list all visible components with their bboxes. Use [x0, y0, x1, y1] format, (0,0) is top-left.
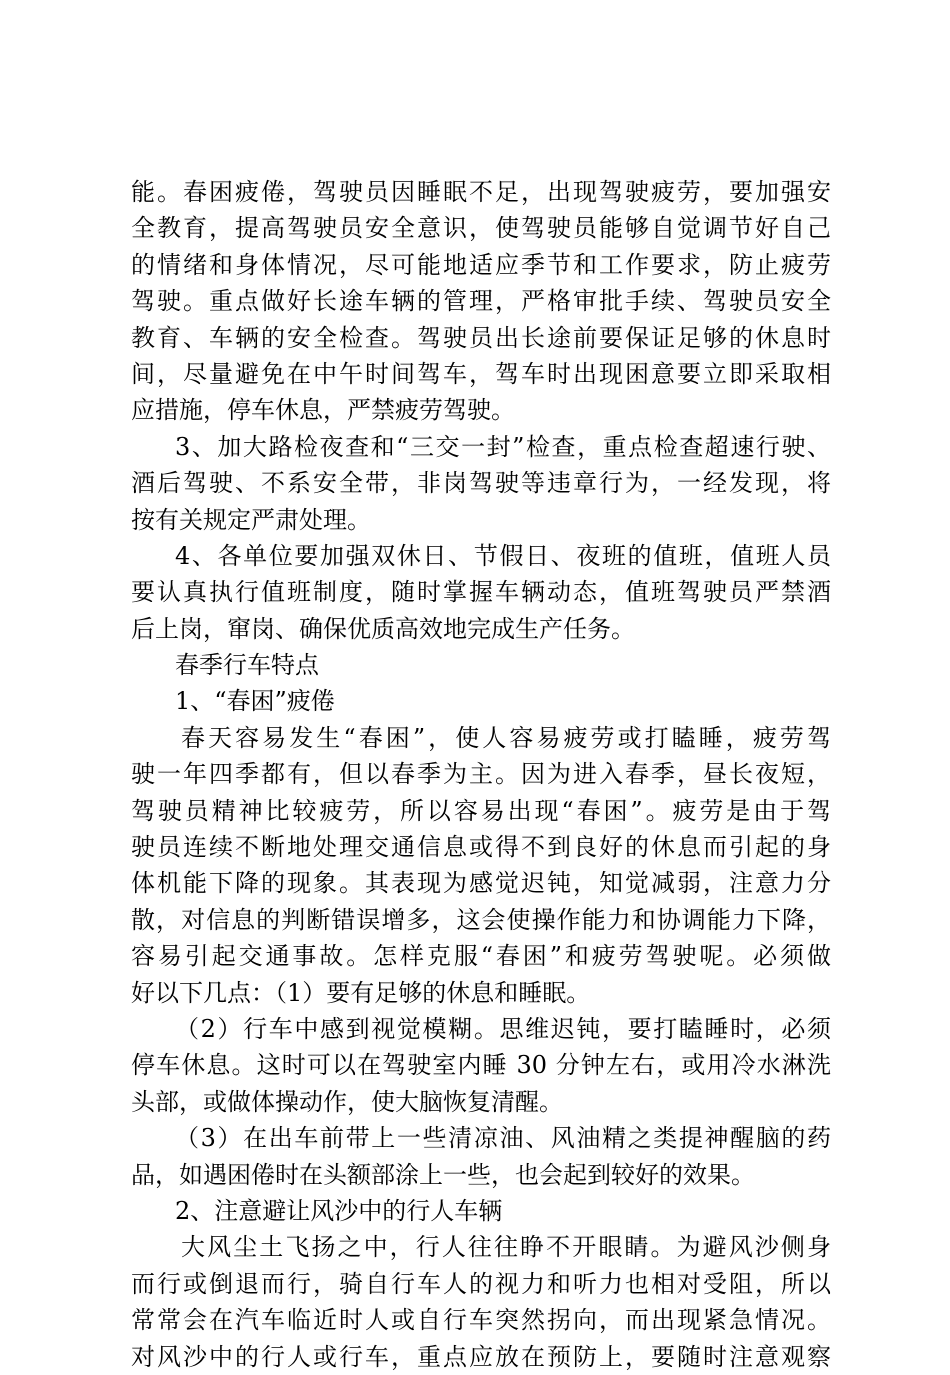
text-line: 大风尘土飞扬之中，行人往往睁不开眼睛。为避风沙侧身 [181, 1233, 831, 1262]
text-line: 驾驶员精神比较疲劳，所以容易出现“春困”。疲劳是由于驾 [131, 796, 831, 825]
text-line: 2、注意避让风沙中的行人车辆 [175, 1196, 503, 1225]
text-line: 春天容易发生“春困”，使人容易疲劳或打瞌睡，疲劳驾 [181, 723, 831, 752]
text-line: 教育、车辆的安全检查。驾驶员出长途前要保证足够的休息时 [131, 323, 831, 352]
text-line: 常常会在汽车临近时人或自行车突然拐向，而出现紧急情况。 [131, 1306, 831, 1335]
text-line: 停车休息。这时可以在驾驶室内睡 30 分钟左右，或用冷水淋洗 [131, 1051, 831, 1080]
text-line: 4、各单位要加强双休日、节假日、夜班的值班，值班人员 [175, 541, 831, 570]
text-line: 容易引起交通事故。怎样克服“春困”和疲劳驾驶呢。必须做 [131, 942, 831, 971]
text-line: 酒后驾驶、不系安全带，非岗驾驶等违章行为，一经发现，将 [131, 469, 831, 498]
text-line: 驶员连续不断地处理交通信息或得不到良好的休息而引起的身 [131, 833, 831, 862]
text-line: 散，对信息的判断错误增多，这会使操作能力和协调能力下降， [131, 905, 831, 934]
text-line: 对风沙中的行人或行车，重点应放在预防上，要随时注意观察 [131, 1342, 831, 1371]
text-line: 好以下几点：（1）要有足够的休息和睡眠。 [131, 978, 591, 1007]
text-line: 能。春困疲倦，驾驶员因睡眠不足，出现驾驶疲劳，要加强安 [131, 178, 831, 206]
text-line: 要认真执行值班制度，随时掌握车辆动态，值班驾驶员严禁酒 [131, 578, 831, 607]
document-body [131, 174, 831, 1375]
text-line: 驾驶。重点做好长途车辆的管理，严格审批手续、驾驶员安全 [131, 287, 831, 316]
text-line: 后上岗，窜岗、确保优质高效地完成生产任务。 [131, 614, 635, 643]
text-line: 全教育，提高驾驶员安全意识，使驾驶员能够自觉调节好自己 [131, 214, 831, 243]
text-line: 春季行车特点 [175, 651, 319, 680]
text-line: 的情绪和身体情况，尽可能地适应季节和工作要求，防止疲劳 [131, 250, 831, 279]
text-line: （2）行车中感到视觉模糊。思维迟钝，要打瞌睡时，必须 [175, 1014, 831, 1043]
text-line: 间，尽量避免在中午时间驾车，驾车时出现困意要立即采取相 [131, 359, 831, 388]
text-line: 应措施，停车休息，严禁疲劳驾驶。 [131, 396, 515, 425]
text-line: 品，如遇困倦时在头额部涂上一些，也会起到较好的效果。 [131, 1160, 755, 1189]
text-line: 头部，或做体操动作，使大脑恢复清醒。 [131, 1087, 563, 1116]
text-line: 而行或倒退而行，骑自行车人的视力和听力也相对受阻，所以 [131, 1269, 831, 1298]
text-line: 按有关规定严肃处理。 [131, 505, 371, 534]
text-line: 1、“春困”疲倦 [175, 687, 335, 716]
text-line: 3、加大路检夜查和“三交一封”检查，重点检查超速行驶、 [175, 432, 831, 461]
text-line: 体机能下降的现象。其表现为感觉迟钝，知觉减弱，注意力分 [131, 869, 831, 898]
text-line: 驶一年四季都有，但以春季为主。因为进入春季，昼长夜短， [131, 760, 831, 789]
text-line: （3）在出车前带上一些清凉油、风油精之类提神醒脑的药 [175, 1124, 831, 1153]
